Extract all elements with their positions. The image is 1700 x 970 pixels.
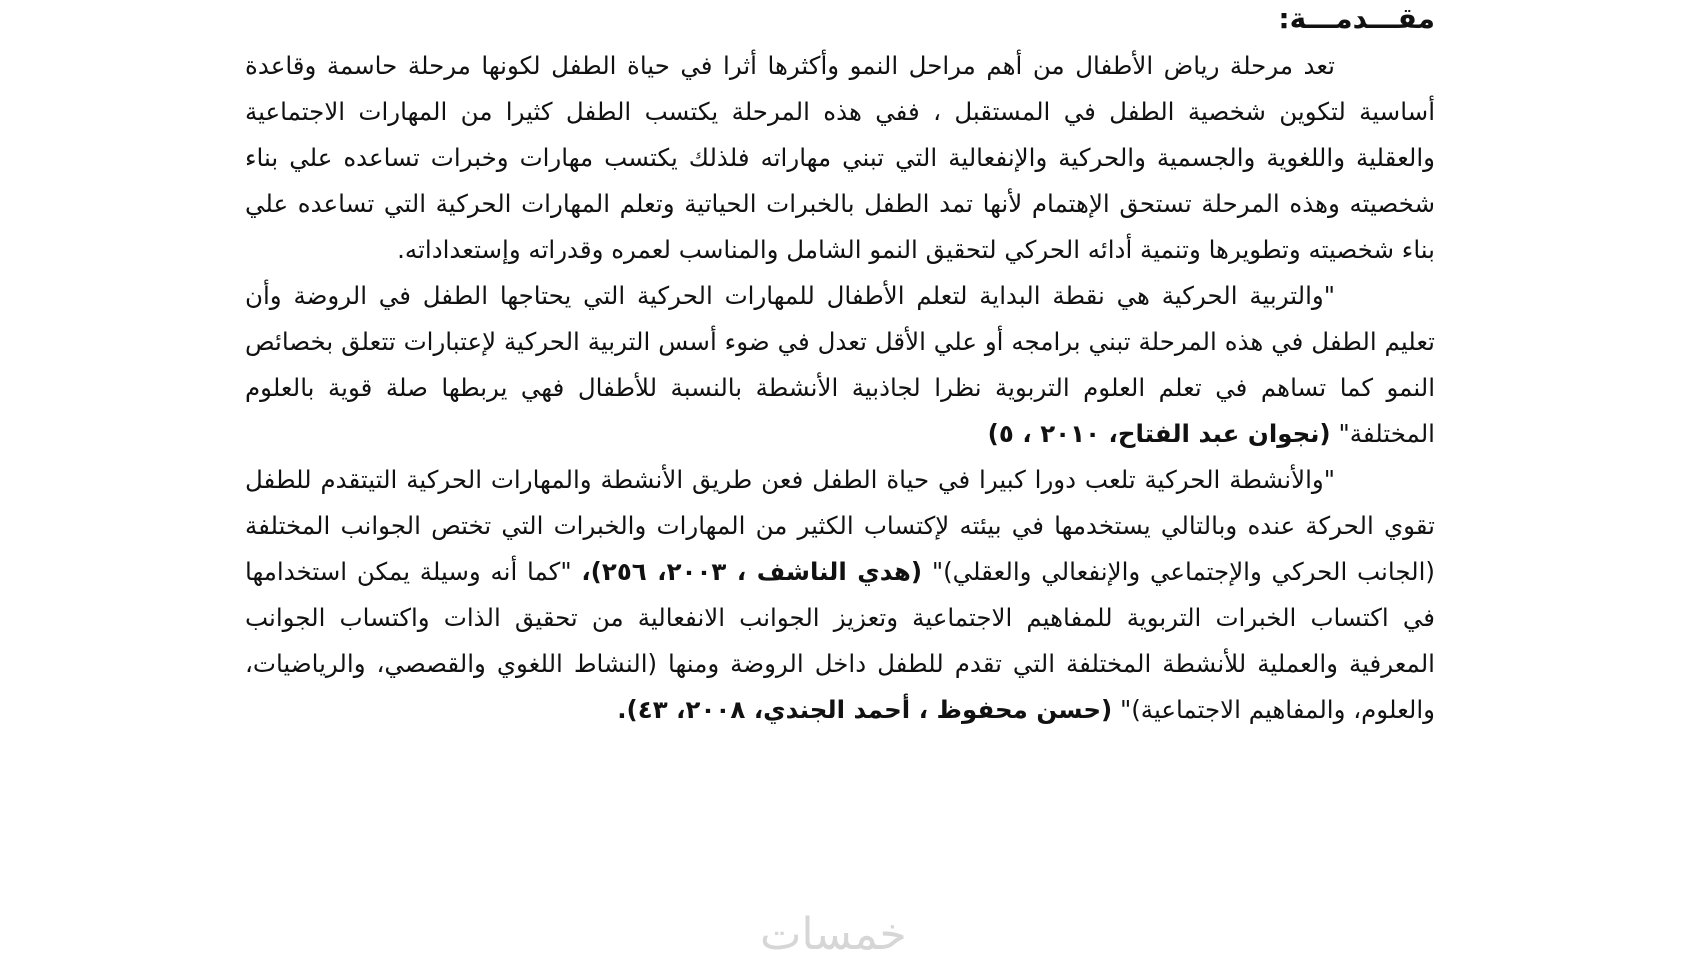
paragraph-intro-text: تعد مرحلة رياض الأطفال من أهم مراحل النمو وأكثرها أثرا في حياة الطفل لكونها مرحلة حاسمة وقاعدة أساسية لتكوين شخصية الطفل في المستقبل ، ففي هذه المرحلة يكتسب الطفل كثيرا من المهارات الاجتماعية والعقلية واللغوية والجسمية والحركية والإنفعالية التي تبني مهاراته فلذلك يكتسب مهارات وخبرات تساعده علي بناء شخصيته وهذه المرحلة تستحق الإهتمام لأنها تمد الطفل بالخبرات الحياتية وتعلم المهارات الحركية التي تساعده علي بناء شخصيته وتطويرها وتنمية أدائه الحركي لتحقيق النمو الشامل والمناسب لعمره وقدراته وإستعداداته. <box>245 51 1435 264</box>
section-heading: مقـــدمـــة: <box>1278 2 1435 35</box>
paragraph-motor-activities-text: "والأنشطة الحركية تلعب دورا كبيرا في حياة الطفل فعن طريق الأنشطة والمهارات الحركية التيتقدم للطفل تقوي الحركة عنده وبالتالي يستخدمها في بيئته لإكتساب الكثير من المهارات والخبرات التي تختص الجوانب المختلفة (الجانب الحركي والإجتماعي والإنفعالي والعقلي)" <box>245 465 1435 586</box>
citation-hoda: (هدي الناشف ، ٢٠٠٣، ٢٥٦)، <box>581 557 923 586</box>
paragraph-intro <box>245 43 1435 273</box>
citation-hassan: (حسن محفوظ ، أحمد الجندي، ٢٠٠٨، ٤٣). <box>617 695 1113 724</box>
paragraph-motor-education <box>245 273 1435 457</box>
site-watermark: خمسات <box>760 909 907 960</box>
document-body <box>245 43 1435 733</box>
paragraph-motor-activities-continuation: "كما أنه وسيلة يمكن استخدامها في اكتساب الخبرات التربوية للمفاهيم الاجتماعية وتعزيز الجوانب الانفعالية من تحقيق الذات واكتساب الجوانب المعرفية والعملية للأنشطة المختلفة التي تقدم للطفل داخل الروضة ومنها (النشاط اللغوي والقصصي، والرياضيات، والعلوم، والمفاهيم الاجتماعية)" <box>245 557 1435 724</box>
paragraph-motor-education-text: "والتربية الحركية هي نقطة البداية لتعلم الأطفال للمهارات الحركية التي يحتاجها الطفل في الروضة وأن تعليم الطفل في هذه المرحلة تبني برامجه أو علي الأقل تعدل في ضوء أسس التربية الحركية لإعتبارات تتعلق بخصائص النمو كما تساهم في تعلم العلوم التربوية نظرا لجاذبية الأنشطة بالنسبة للأطفال فهي يربطها صلة قوية بالعلوم المختلفة" <box>245 281 1435 448</box>
citation-najwan: (نجوان عبد الفتاح، ٢٠١٠ ، ٥) <box>987 419 1331 448</box>
paragraph-motor-activities <box>245 457 1435 733</box>
document-page <box>245 0 1435 970</box>
